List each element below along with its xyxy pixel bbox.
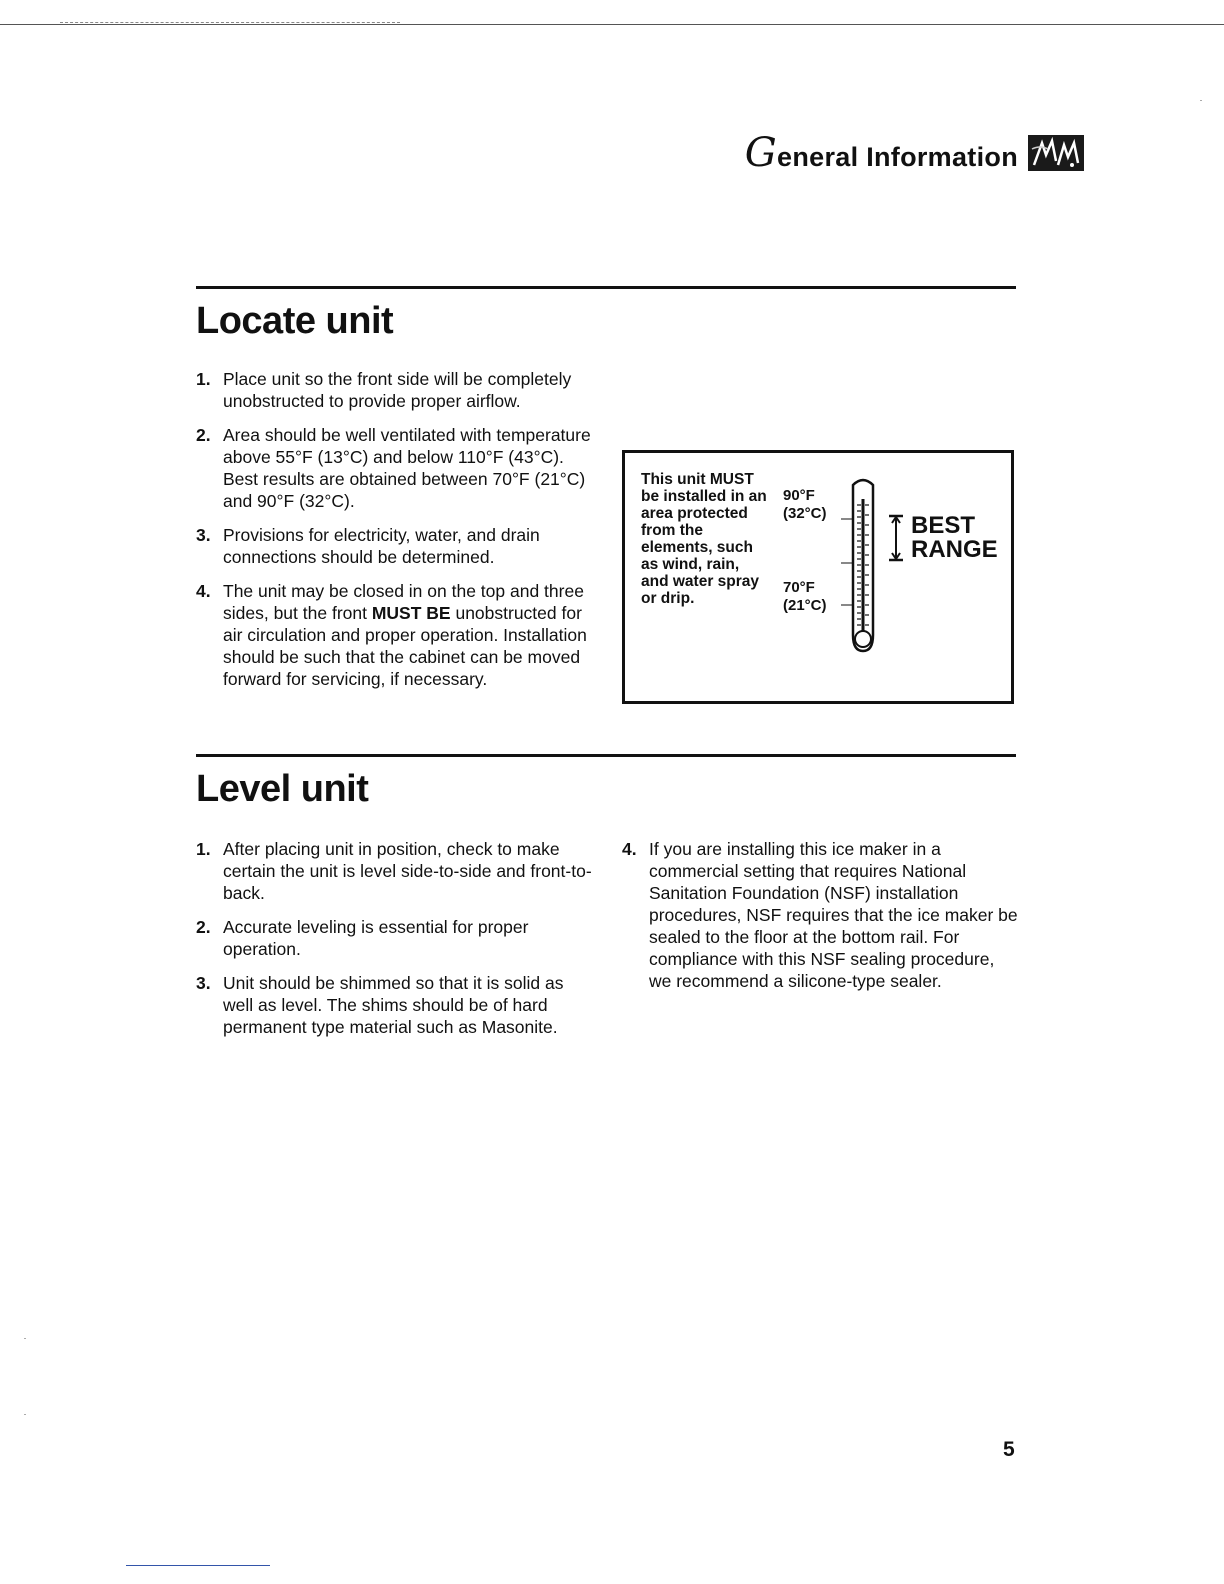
bottom-rule <box>126 1565 270 1566</box>
page-header <box>745 130 1084 176</box>
low-temperature-label <box>783 579 827 615</box>
list-item <box>196 524 598 568</box>
scan-speck <box>24 1414 26 1415</box>
scan-speck <box>1200 100 1202 101</box>
list-item-text: Accurate leveling is essential for proper operation. <box>223 917 529 959</box>
heading-locate-unit: Locate unit <box>196 300 394 342</box>
locate-list <box>196 368 598 702</box>
list-item-number: 2. <box>196 425 211 445</box>
list-item <box>196 838 592 904</box>
list-item <box>196 916 592 960</box>
level-list-left <box>196 838 592 1050</box>
brand-logo-icon <box>1028 135 1084 171</box>
list-item-text <box>223 580 598 690</box>
best-range-indicator <box>887 513 998 563</box>
best-range-line-1: BEST <box>911 512 976 539</box>
list-item-text: After placing unit in position, check to make certain the unit is level side-to-side and front-to-back. <box>223 839 592 903</box>
emphasis-must-be: MUST BE <box>371 603 451 623</box>
list-item-text: Place unit so the front side will be completely unobstructed to provide proper airflow. <box>223 369 572 411</box>
list-item-number: 4. <box>622 839 637 859</box>
heading-level-unit: Level unit <box>196 768 369 810</box>
range-arrow-icon <box>887 513 905 563</box>
list-item-text: If you are installing this ice maker in a commercial setting that requires National Sanitation Foundation (NSF) installation procedures, NSF requires that the ice maker be sealed to the floor at the bottom rail. For compliance with this NSF sealing procedure, we recommend a silicone-type sealer. <box>649 839 1018 991</box>
list-item-number: 1. <box>196 369 211 389</box>
low-temp-c: (21°C) <box>783 597 827 614</box>
high-temperature-label <box>783 487 827 523</box>
list-item-text-part: unobstructed for air circulation and proper operation. Installation should be such that the cabinet can be moved forward for servicing, if necessary. <box>223 603 587 689</box>
list-item-text: Unit should be shimmed so that it is solid as well as level. The shims should be of hard permanent type material such as Masonite. <box>223 973 564 1037</box>
best-range-line-2: RANGE <box>911 536 998 563</box>
section-title <box>745 130 1018 176</box>
section-rule-locate <box>196 286 1016 289</box>
page-number: 5 <box>1003 1438 1015 1461</box>
list-item-number: 3. <box>196 525 211 545</box>
section-title-text: eneral Information <box>777 142 1018 172</box>
best-range-label <box>911 514 998 562</box>
section-rule-level <box>196 754 1016 757</box>
high-temp-f: 90°F <box>783 487 815 504</box>
info-box-text: This unit MUST be installed in an area protected from the elements, such as wind, rain, and water spray or drip. <box>641 471 767 607</box>
temperature-info-box <box>622 450 1014 704</box>
scan-speck <box>24 1338 26 1339</box>
list-item <box>196 972 592 1038</box>
thermometer-icon <box>839 475 887 675</box>
low-temp-f: 70°F <box>783 579 815 596</box>
high-temp-c: (32°C) <box>783 505 827 522</box>
list-item-text: Provisions for electricity, water, and drain connections should be determined. <box>223 525 540 567</box>
list-item <box>196 424 598 512</box>
list-item <box>196 368 598 412</box>
list-item-number: 1. <box>196 839 211 859</box>
list-item-number: 4. <box>196 581 211 601</box>
top-rule-dash <box>60 22 400 23</box>
list-item-number: 2. <box>196 917 211 937</box>
list-item-number: 3. <box>196 973 211 993</box>
section-title-initial: G <box>744 130 778 176</box>
list-item-text: Area should be well ventilated with temperature above 55°F (13°C) and below 110°F (43°C). Best results are obtained between 70°F (21°C) and 90°F (32°C). <box>223 425 591 511</box>
list-item <box>622 838 1018 992</box>
list-item <box>196 580 598 690</box>
top-rule <box>0 24 1224 25</box>
list-item-text-part: The unit may be closed in on the top and three sides, but the front <box>223 581 584 623</box>
level-list-right <box>622 838 1018 1004</box>
